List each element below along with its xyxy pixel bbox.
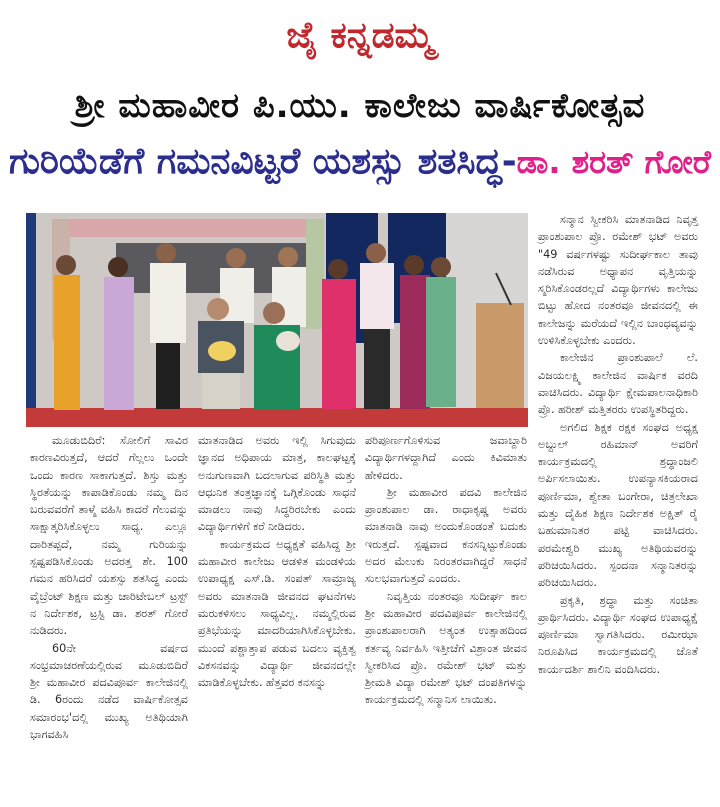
article-paragraph: ಕಾರ್ಯಕ್ರಮದ ಅಧ್ಯಕ್ಷತೆ ವಹಿಸಿದ್ದ ಶ್ರೀ ಮಹಾವೀರ ಕಾಲೇಜು ಆಡಳಿತ ಮಂಡಳಿಯ ಉಪಾಧ್ಯಕ್ಷ ಎಸ್.ಡಿ. ಸಂಪತ್ ಸಾಮ್ರಾಜ್ಯ ಅವರು ಮಾತನಾಡಿ ಜೀವನದ ಘಟನೆಗಳು ಮರುಕಳಿಸಲು ಸಾಧ್ಯವಿಲ್ಲ. ನಮ್ಮಲ್ಲಿರುವ ಪ್ರತಿಭೆಯನ್ನು ಮಾದರಿಯಾಗಿಸಿಕೊಳ್ಳಬೇಕು. ಮುಂದೆ ಪಶ್ಚಾತ್ತಾಪ ಪಡುವ ಬದಲು ವ್ಯಕ್ತಿತ್ವ ವಿಕಸನವನ್ನು ವಿದ್ಯಾರ್ಥಿ ಜೀವನದಲ್ಲೇ ಮಾಡಿಕೊಳ್ಳಬೇಕು. ಹೆತ್ತವರ ಕನಸನ್ನು: [198, 537, 356, 690]
article-headline-line1: ಶ್ರೀ ಮಹಾವೀರ ಪಿ.ಯು. ಕಾಲೇಜು ವಾರ್ಷಿಕೋತ್ಸವ: [74, 86, 646, 126]
headline-byline: ಡಾ. ಶರತ್ ಗೋರೆ: [516, 143, 712, 181]
article-paragraph: 60ನೇ ವರ್ಷದ ಸಂಭ್ರಮಾಚರಣೆಯಲ್ಲಿರುವ ಮೂಡುಬಿದಿರೆ ಶ್ರೀ ಮಹಾವೀರ ಪದವಿಪೂರ್ವ ಕಾಲೇಜಿನಲ್ಲಿ ಡಿ. 6ರಂದು ನಡೆದ ವಾರ್ಷಿಕೋತ್ಸವ ಸಮಾರಂಭ'ದಲ್ಲಿ ಮುಖ್ಯ ಅತಿಥಿಯಾಗಿ ಭಾಗವಹಿಸಿ: [30, 641, 188, 742]
article-paragraph: ಪ್ರಕೃತಿ, ಶ್ರದ್ಧಾ ಮತ್ತು ಸಂಚಿತಾ ಪ್ರಾರ್ಥಿಸಿದರು. ವಿದ್ಯಾರ್ಥಿ ಸಂಘದ ಉಪಾಧ್ಯಕ್ಷೆ ಪೂರ್ಣಿಮಾ ಸ್ವಾಗತಿಸಿದರು. ರಮೀಝಾ ನಿರೂಪಿಸಿದ ಕಾರ್ಯಕ್ರಮದಲ್ಲಿ ಜೊತೆ ಕಾರ್ಯದರ್ಶಿ ಶಾಲಿನಿ ವಂದಿಸಿದರು.: [538, 593, 698, 676]
article-column-4: [538, 211, 698, 678]
article-paragraph: ನಿವೃತ್ತಿಯ ನಂತರವೂ ಸುದೀರ್ಘ ಕಾಲ ಶ್ರೀ ಮಹಾವೀರ ಪದವಿಪೂರ್ವ ಕಾಲೇಜಿನಲ್ಲಿ ಪ್ರಾಂಶುಪಾಲರಾಗಿ ಅತ್ಯಂತ ಉತ್ಸಾಹದಿಂದ ಕರ್ತವ್ಯ ನಿರ್ವಹಿಸಿ ಇತ್ತೀಚೆಗೆ ವಿಶ್ರಾಂತ ಜೀವನ ಸ್ವೀಕರಿಸಿದ ಪ್ರೊ. ರಮೇಶ್ ಭಟ್ ಮತ್ತು ಶ್ರೀಮತಿ ವಿದ್ಯಾ ರಮೇಶ್ ಭಟ್ ದಂಪತಿಗಳನ್ನು ಕಾರ್ಯಕ್ರಮದಲ್ಲಿ ಸನ್ಮಾನಿಸ ಲಾಯಿತು.: [365, 589, 527, 707]
article-paragraph: ಪರಿಪೂರ್ಣಗೊಳಿಸುವ ಜವಾಬ್ದಾರಿ ವಿದ್ಯಾರ್ಥಿಗಳದ್ದಾಗಿದೆ ಎಂದು ಕಿವಿಮಾತು ಹೇಳಿದರು.: [365, 434, 527, 482]
article-headline-line2: [0, 138, 720, 186]
event-group-photo: [26, 213, 528, 427]
headline-main-text: ಗುರಿಯೆಡೆಗೆ ಗಮನವಿಟ್ಟರೆ ಯಶಸ್ಸು ಶತಸಿದ್ಧ: [8, 141, 502, 182]
article-column-2: [198, 432, 356, 691]
article-paragraph: ಮೂಡುಬಿದಿರೆ: ಸೋಲಿಗೆ ಸಾವಿರ ಕಾರಣವಿರುತ್ತದೆ, ಆದರೆ ಗೆಲ್ಲಲು ಒಂದೇ ಒಂದು ಕಾರಣ ಸಾಕಾಗುತ್ತದೆ. ಶಿಸ್ತು ಮತ್ತು ಸ್ಥಿರತೆಯನ್ನು ಕಾಪಾಡಿಕೊಂಡು ನಮ್ಮ ದಿನ ಬರುವವರೆಗೆ ತಾಳ್ಮೆ ವಹಿಸಿ ಕಾದರೆ ಗೆಲುವನ್ನು ಸಾಕ್ಷಾತ್ಕರಿಸಿಕೊಳ್ಳಲು ಸಾಧ್ಯ. ಎಲ್ಲೂ ದಾರಿತಪ್ಪದೆ, ನಮ್ಮ ಗುರಿಯನ್ನು ಸ್ಪಷ್ಟಪಡಿಸಿಕೊಂಡು ಅದರತ್ತ ಶೇ. 100 ಗಮನ ಹರಿಸಿದರೆ ಯಶಸ್ಸು ಶತಸಿದ್ಧ ಎಂದು ವೈಬ್ರೆಂಟ್ ಶಿಕ್ಷಣ ಮತ್ತು ಚಾರಿಟೇಬಲ್ ಟ್ರಸ್ಟ್ ನ ನಿರ್ದೇಶಕ, ಟ್ರಸ್ಟಿ ಡಾ. ಶರತ್ ಗೋರೆ ನುಡಿದರು.: [30, 434, 188, 638]
article-paragraph: ಕಾಲೇಜಿನ ಪ್ರಾಂಶುಪಾಲೆ ಲೆ. ವಿಜಯಲಕ್ಷ್ಮಿ ಕಾಲೇಜಿನ ವಾರ್ಷಿಕ ವರದಿ ವಾಚಿಸಿದರು. ವಿದ್ಯಾರ್ಥಿ ಕ್ಷೇಮಪಾಲನಾಧಿಕಾರಿ ಪ್ರೊ. ಹರೀಶ್ ಮತ್ತಿತರರು ಉಪಸ್ಥಿತರಿದ್ದರು.: [538, 351, 698, 417]
article-column-3: [365, 432, 527, 709]
article-paragraph: ಮಾತನಾಡಿದ ಅವರು ಇಲ್ಲಿ ಸಿಗುವುದು ಜ್ಞಾನದ ಅಧಿಪಾಯ ಮಾತ್ರ, ಕಾಲಘಟ್ಟಕ್ಕೆ ಅನುಗುಣವಾಗಿ ಬದಲಾಗುವ ಪರಿಸ್ಥಿತಿ ಮತ್ತು ಆಧುನಿಕ ತಂತ್ರಜ್ಞಾನಕ್ಕೆ ಒಗ್ಗಿಕೊಂಡು ಸಾಧನೆ ಮಾಡಲು ನಾವು ಸಿದ್ಧರಿರಬೇಕು ಎಂದು ವಿದ್ಯಾರ್ಥಿಗಳಿಗೆ ಕರೆ ನೀಡಿದರು.: [198, 434, 356, 534]
article-paragraph: ಸನ್ಮಾನ ಸ್ವೀಕರಿಸಿ ಮಾತನಾಡಿದ ನಿವೃತ್ತ ಪ್ರಾಂಶುಪಾಲ ಪ್ರೊ. ರಮೇಶ್ ಭಟ್ ಅವರು "49 ವರ್ಷಗಳಷ್ಟು ಸುದೀರ್ಘಕಾಲ ತಾವು ನಡೆಸಿರುವ ಅಧ್ಯಾಪನ ವೃತ್ತಿಯನ್ನು ಸ್ಮರಿಸಿಕೊಂಡರಲ್ಲದೆ ವಿದ್ಯಾರ್ಥಿಗಳು ಕಾಲೇಜು ಬಿಟ್ಟು ಹೋದ ನಂತರವೂ ಜೀವನದಲ್ಲಿ ಈ ಕಾಲೇಜನ್ನು ಮರೆಯದೆ ಇಲ್ಲಿನ ಬಾಂಧವ್ಯವನ್ನು ಉಳಿಸಿಕೊಳ್ಳಬೇಕು ಎಂದರು.: [538, 213, 698, 348]
article-paragraph: ಅಗಲಿದ ಶಿಕ್ಷಕ ರಕ್ಷಕ ಸಂಘದ ಅಧ್ಯಕ್ಷ ಅಬ್ದುಲ್ ರಹಿಮಾನ್ ಅವರಿಗೆ ಕಾರ್ಯಕ್ರಮದಲ್ಲಿ ಶ್ರದ್ಧಾಂಜಲಿ ಅರ್ಪಿಸಲಾಯಿತು. ಉಪನ್ಯಾಸಕಿಯರಾದ ಪೂರ್ಣಿಮಾ, ಶ್ವೇತಾ ಬಂಗೇರಾ, ಚಿತ್ರಲೇಖಾ ಮತ್ತು ದೈಹಿಕ ಶಿಕ್ಷಣ ನಿರ್ದೇಶಕ ಅಕ್ಷಿತ್ ರೈ ಬಹುಮಾನಿತರ ಪಟ್ಟಿ ವಾಚಿಸಿದರು. ಪರಮೇಶ್ವರಿ ಮುಖ್ಯ ಅತಿಥಿಯವರನ್ನು ಪರಿಚಯಿಸಿದರು. ಸ್ಪಂದನಾ ಸನ್ಮಾನಿತರನ್ನು ಪರಿಚಯಿಸಿದರು.: [538, 420, 698, 590]
article-paragraph: ಶ್ರೀ ಮಹಾವೀರ ಪದವಿ ಕಾಲೇಜಿನ ಪ್ರಾಂಶುಪಾಲ ಡಾ. ರಾಧಾಕೃಷ್ಣ ಅವರು ಮಾತನಾಡಿ ನಾವು ಅಂದುಕೊಂಡಂತೆ ಬದುಕು ಇರುತ್ತದೆ. ಸ್ಪಷ್ಟವಾದ ಕನಸನ್ನಿಟ್ಟುಕೊಂಡು ಅದರ ಮೆಲುಕು ನಿರಂತರವಾಗಿದ್ದರೆ ಸಾಧನೆ ಸುಲಭವಾಗುತ್ತದೆ ಎಂದರು.: [365, 485, 527, 586]
headline-dash: -: [501, 141, 517, 182]
article-kicker: ಜೈ ಕನ್ನಡಮ್ಮ: [286, 15, 434, 56]
article-column-1: [30, 432, 188, 743]
